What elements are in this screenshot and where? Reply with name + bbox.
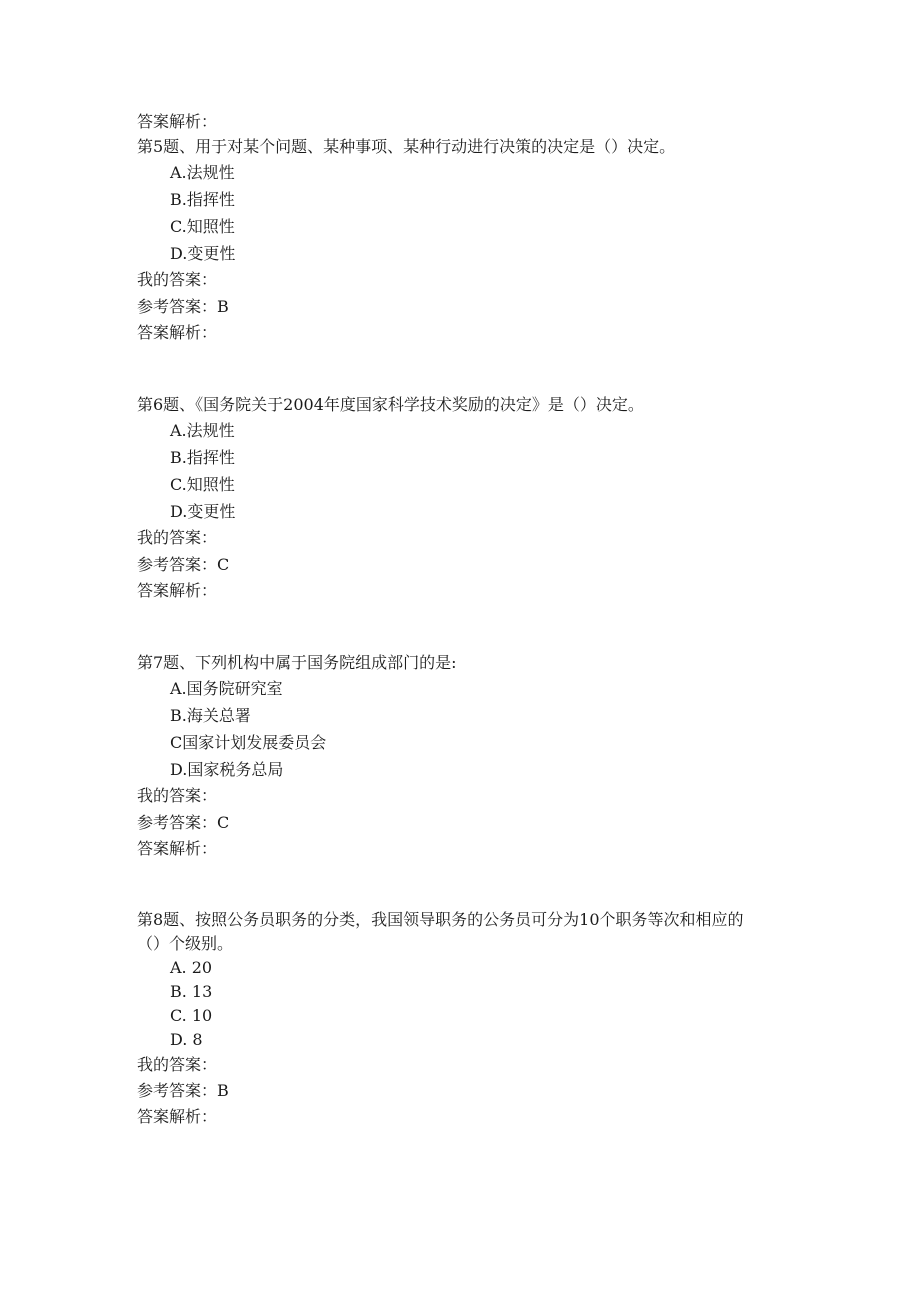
- my-answer-label: 我的答案：: [137, 270, 218, 289]
- question-stem-line-2: （）个级别。: [137, 934, 234, 953]
- option-c: C.知照性: [170, 217, 235, 236]
- reference-answer: 参考答案：B: [137, 297, 229, 316]
- my-answer-label: 我的答案：: [137, 786, 218, 805]
- option-c: C.知照性: [170, 475, 235, 494]
- question-stem: 第5题、用于对某个问题、某种事项、某种行动进行决策的决定是（）决定。: [137, 137, 676, 156]
- option-c: C. 10: [170, 1006, 213, 1025]
- option-b: B. 13: [170, 982, 213, 1001]
- option-a: A. 20: [170, 958, 213, 977]
- analysis-label: 答案解析：: [137, 581, 218, 600]
- my-answer-label: 我的答案：: [137, 528, 218, 547]
- reference-answer: 参考答案：C: [137, 813, 230, 832]
- previous-analysis-label: 答案解析：: [137, 112, 218, 131]
- my-answer-label: 我的答案：: [137, 1055, 218, 1074]
- option-b: B.海关总署: [170, 706, 251, 725]
- option-b: B.指挥性: [170, 190, 235, 209]
- option-b: B.指挥性: [170, 448, 235, 467]
- option-a: A.法规性: [170, 421, 235, 440]
- option-d: D.国家税务总局: [170, 760, 284, 779]
- option-d: D.变更性: [170, 502, 236, 521]
- analysis-label: 答案解析：: [137, 1107, 218, 1126]
- question-stem: 第7题、下列机构中属于国务院组成部门的是:: [137, 653, 457, 672]
- option-d: D.变更性: [170, 244, 236, 263]
- reference-answer: 参考答案：C: [137, 555, 230, 574]
- analysis-label: 答案解析：: [137, 323, 218, 342]
- analysis-label: 答案解析：: [137, 839, 218, 858]
- option-c: C国家计划发展委员会: [170, 733, 327, 752]
- question-stem-line-1: 第8题、按照公务员职务的分类，我国领导职务的公务员可分为10个职务等次和相应的: [137, 910, 744, 929]
- option-a: A.国务院研究室: [170, 679, 283, 698]
- reference-answer: 参考答案：B: [137, 1081, 229, 1100]
- question-stem: 第6题、《国务院关于2004年度国家科学技术奖励的决定》是（）决定。: [137, 395, 644, 414]
- option-a: A.法规性: [170, 163, 235, 182]
- option-d: D. 8: [170, 1030, 203, 1049]
